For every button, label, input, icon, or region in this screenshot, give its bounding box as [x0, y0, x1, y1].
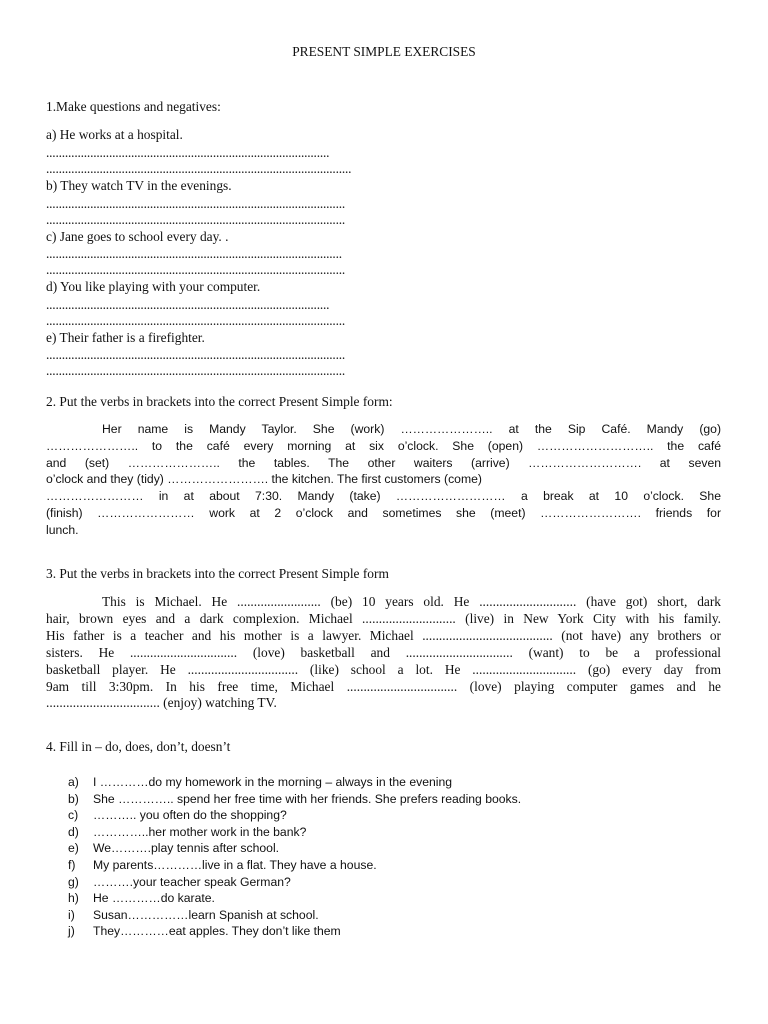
list-marker: h) [68, 891, 79, 906]
passage-line: 9am till 3:30pm. In his free time, Michael ................................. (love) playing computer games and he [46, 678, 721, 694]
passage-line: This is Michael. He ......................... (be) 10 years old. He ............................. (have got) short, dark [102, 594, 721, 609]
section-1-heading: 1.Make questions and negatives: [46, 99, 221, 114]
section-3-heading: 3. Put the verbs in brackets into the correct Present Simple form [46, 566, 389, 581]
passage-line: hair, brown eyes and a dark complexion. Michael ............................ (live) in New York City with his family. [46, 610, 721, 626]
exercise-1e-answer-line[interactable]: ............................................................................................... [46, 363, 346, 378]
list-item-text: They…………eat apples. They don’t like them [93, 924, 341, 939]
passage-line: ………………….. to the café every morning at six o’clock. She (open) ……………………….. the café [46, 438, 721, 453]
passage-line: o’clock and they (tidy) ……………………. the kitchen. The first customers (come) [46, 472, 482, 487]
list-item [68, 907, 521, 924]
list-item-text: We……….play tennis after school. [93, 841, 280, 856]
exercise-1c-answer-line[interactable]: ............................................................................................... [46, 262, 346, 277]
list-item [68, 774, 521, 791]
list-item-text: ……….. you often do the shopping? [93, 808, 287, 823]
exercise-1d-prompt: d) You like playing with your computer. [46, 279, 261, 294]
exercise-1b-answer-line[interactable]: ............................................................................................... [46, 196, 346, 211]
list-marker: d) [68, 824, 79, 839]
list-item [68, 840, 521, 857]
passage-line: and (set) ………………….. the tables. The other waiters (arrive) ………………………. at seven [46, 455, 721, 470]
list-item-text: He …………do karate. [93, 891, 215, 906]
passage-line: …………………… in at about 7:30. Mandy (take) ……………………… a break at 10 o’clock. She [46, 489, 721, 504]
exercise-1c-prompt: c) Jane goes to school every day. . [46, 229, 229, 244]
exercise-1a-answer-line[interactable]: .......................................................................................... [46, 145, 330, 160]
exercise-1d-answer-line[interactable]: .......................................................................................... [46, 297, 330, 312]
exercise-1e-prompt: e) Their father is a firefighter. [46, 330, 205, 345]
exercise-1c-answer-line[interactable]: .............................................................................................. [46, 246, 342, 261]
exercise-1e-answer-line[interactable]: ............................................................................................... [46, 347, 346, 362]
list-item-text: …………..her mother work in the bank? [93, 824, 307, 839]
page-title: PRESENT SIMPLE EXERCISES [292, 44, 476, 59]
exercise-1a-prompt: a) He works at a hospital. [46, 127, 183, 142]
list-marker: b) [68, 791, 79, 806]
list-item [68, 874, 521, 891]
list-item-text: She ………….. spend her free time with her friends. She prefers reading books. [93, 791, 522, 806]
passage-line: lunch. [46, 522, 79, 537]
list-marker: c) [68, 808, 79, 823]
exercise-1b-answer-line[interactable]: ............................................................................................... [46, 212, 346, 227]
list-item [68, 923, 521, 940]
list-marker: i) [68, 907, 75, 922]
list-item [68, 890, 521, 907]
passage-line: basketball player. He ................................. (like) school a lot. He ............................... (go) every day from [46, 661, 721, 677]
list-item-text: I …………do my homework in the morning – always in the evening [93, 775, 453, 789]
section-4-heading: 4. Fill in – do, does, don’t, doesn’t [46, 739, 231, 754]
list-marker: f) [68, 857, 76, 872]
list-item-text: Susan……………learn Spanish at school. [93, 907, 319, 922]
section-3-passage [46, 594, 721, 712]
section-2-heading: 2. Put the verbs in brackets into the correct Present Simple form: [46, 394, 393, 409]
section-4-list [68, 774, 521, 940]
list-marker: a) [68, 775, 79, 789]
exercise-1b-prompt: b) They watch TV in the evenings. [46, 178, 232, 193]
list-item-text: ……….your teacher speak German? [93, 874, 291, 889]
exercise-1a-answer-line[interactable]: ................................................................................................. [46, 161, 352, 176]
exercise-1d-answer-line[interactable]: ............................................................................................... [46, 313, 346, 328]
passage-line: (finish) …………………… work at 2 o’clock and sometimes she (meet) ……………………. friends for [46, 505, 721, 520]
passage-line: sisters. He ................................ (love) basketball and ................................ (want) to be a professional [46, 644, 721, 660]
passage-line: Her name is Mandy Taylor. She (work) ………………….. at the Sip Café. Mandy (go) [102, 422, 721, 436]
list-item [68, 857, 521, 874]
list-item [68, 791, 521, 808]
list-item [68, 807, 521, 824]
section-2-passage [46, 421, 721, 539]
list-marker: g) [68, 874, 79, 889]
passage-line: .................................. (enjoy) watching TV. [46, 695, 277, 711]
passage-line: His father is a teacher and his mother is a lawyer. Michael ....................................... (not have) any brothers or [46, 627, 721, 643]
list-item-text: My parents…………live in a flat. They have a house. [93, 857, 377, 872]
list-item [68, 824, 521, 841]
list-marker: j) [68, 924, 75, 939]
list-marker: e) [68, 841, 79, 856]
